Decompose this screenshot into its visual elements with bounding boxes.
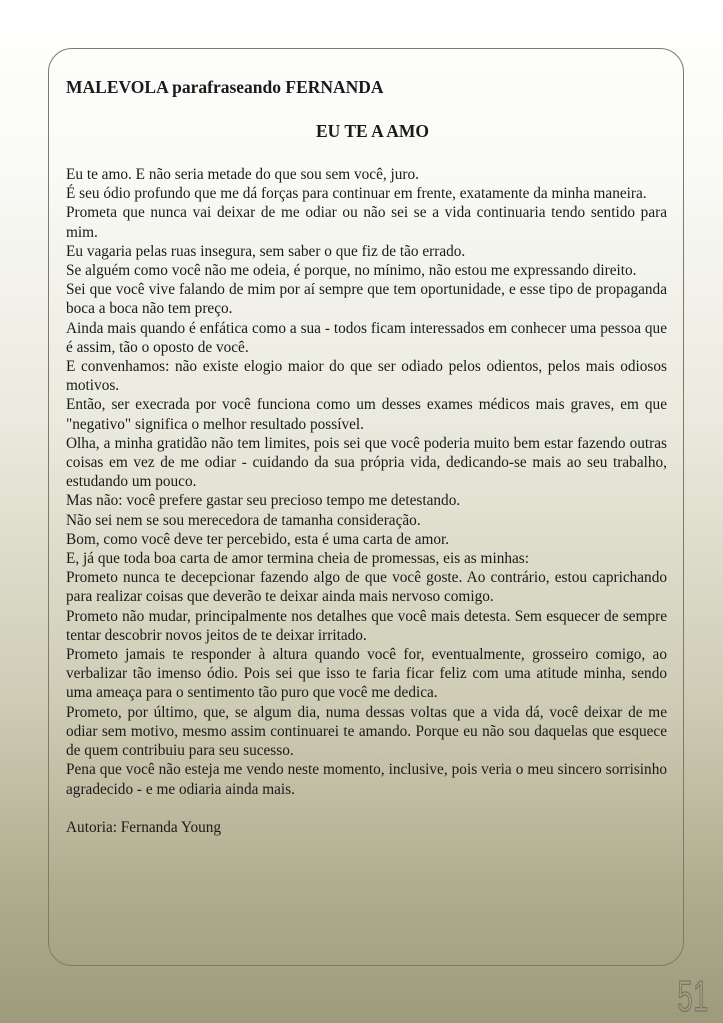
paragraph: Pena que você não esteja me vendo neste momento, inclusive, pois veria o meu sincero sorrisinho agradecido - e me odiaria ainda mais. <box>66 761 667 798</box>
paragraph: Mas não: você prefere gastar seu precioso tempo me detestando. <box>66 492 461 510</box>
paragraph: E convenhamos: não existe elogio maior do que ser odiado pelos odientos, pelos mais odiosos motivos. <box>66 358 667 395</box>
paragraph: Sei que você vive falando de mim por aí sempre que tem oportunidade, e esse tipo de propaganda boca a boca não tem preço. <box>66 281 667 318</box>
paragraph: Se alguém como você não me odeia, é porque, no mínimo, não estou me expressando direito. <box>66 262 637 280</box>
paragraph: Eu vagaria pelas ruas insegura, sem saber o que fiz de tão errado. <box>66 242 466 260</box>
paragraph: Ainda mais quando é enfática como a sua - todos ficam interessados em conhecer uma pessoa que é assim, tão o oposto de você. <box>66 319 667 356</box>
page-title: EU TE A AMO <box>316 121 429 141</box>
page-heading: MALEVOLA parafraseando FERNANDA <box>66 77 384 97</box>
paragraph: Então, ser execrada por você funciona como um desses exames médicos mais graves, em que "negativo" significa o melhor resultado possível. <box>66 396 667 433</box>
page-number: 51 <box>677 972 709 1021</box>
paragraph: Bom, como você deve ter percebido, esta é uma carta de amor. <box>66 530 450 548</box>
paragraph: Prometo jamais te responder à altura quando você for, eventualmente, grosseiro comigo, ao verbalizar tão imenso ódio. Pois sei que isso te faria ficar feliz com uma atitude minha, sendo uma ameaça para o sentimento tão puro que você me dedica. <box>66 646 667 702</box>
paragraph: Não sei nem se sou merecedora de tamanha consideração. <box>66 511 421 529</box>
paragraph: Prometo não mudar, principalmente nos detalhes que você mais detesta. Sem esquecer de sempre tentar descobrir novos jeitos de te deixar irritado. <box>66 607 667 644</box>
paragraph: Eu te amo. E não seria metade do que sou sem você, juro. <box>66 166 419 183</box>
page-card <box>48 48 684 966</box>
paragraph: É seu ódio profundo que me dá forças para continuar em frente, exatamente da minha maneira. <box>66 185 647 203</box>
paragraph: Prometo, por último, que, se algum dia, numa dessas voltas que a vida dá, você deixar de me odiar sem motivo, mesmo assim continuarei te amando. Porque eu não sou daquelas que esquece de quem contribuiu para seu sucesso. <box>66 703 667 760</box>
paragraph: Prometo nunca te decepcionar fazendo algo de que você goste. Ao contrário, estou caprichando para realizar coisas que deverão te deixar ainda mais nervoso comigo. <box>66 569 667 606</box>
paragraph: Prometa que nunca vai deixar de me odiar ou não sei se a vida continuaria tendo sentido para mim. <box>66 204 667 241</box>
paragraph: E, já que toda boa carta de amor termina cheia de promessas, eis as minhas: <box>66 550 529 568</box>
paragraph: Olha, a minha gratidão não tem limites, pois sei que você poderia muito bem estar fazendo outras coisas em vez de me odiar - cuidando da sua própria vida, dedicando-se mais ao seu trabalho, estudando um pouco. <box>66 434 667 491</box>
letter-body <box>66 165 667 799</box>
author-credit: Autoria: Fernanda Young <box>66 818 222 836</box>
